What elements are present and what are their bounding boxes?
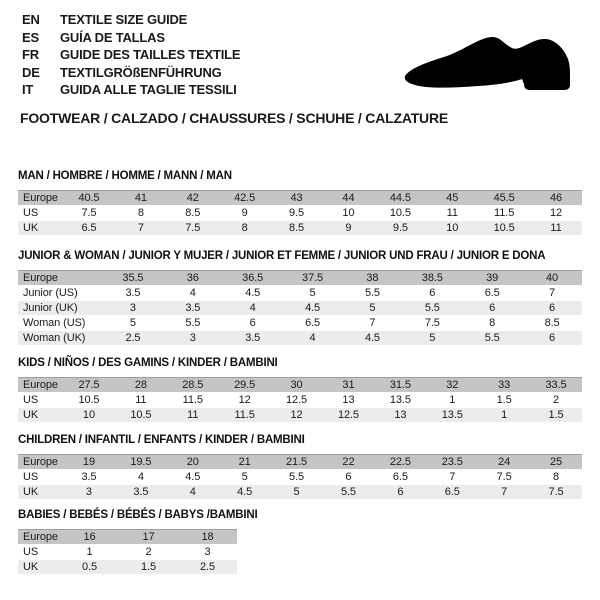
- size-value: 7: [449, 471, 456, 483]
- size-value: 3: [85, 486, 92, 498]
- size-value: 6: [429, 287, 436, 299]
- size-value: 17: [142, 531, 155, 543]
- size-value: 27.5: [78, 379, 100, 391]
- language-label: GUIDE DES TAILLES TEXTILE: [60, 47, 241, 63]
- size-value: 20: [186, 456, 199, 468]
- size-value: 36.5: [242, 272, 264, 284]
- size-value: 4.5: [245, 287, 261, 299]
- language-row-it: [22, 81, 240, 99]
- section-title: KIDS / NIÑOS / DES GAMINS / KINDER / BAMBINI: [18, 357, 278, 369]
- size-value: 12: [550, 207, 563, 219]
- size-value: 4: [137, 471, 144, 483]
- size-value: 5: [309, 287, 316, 299]
- table-header-row: [18, 270, 582, 285]
- size-value: 45: [446, 192, 459, 204]
- size-value: 6.5: [305, 317, 321, 329]
- size-value: 21: [238, 456, 251, 468]
- size-value: 10.5: [389, 207, 411, 219]
- section-junior-woman: [18, 250, 582, 346]
- size-value: 4: [189, 287, 196, 299]
- size-value: 3: [204, 546, 211, 558]
- language-code: FR: [22, 47, 39, 63]
- language-label: TEXTILGRÖßENFÜHRUNG: [60, 64, 222, 80]
- section-babies: [18, 509, 582, 575]
- row-label: UK: [23, 486, 39, 498]
- size-value: 5.5: [185, 317, 201, 329]
- size-value: 8: [241, 222, 248, 234]
- size-value: 5.5: [289, 471, 305, 483]
- table-row: [18, 316, 582, 330]
- table-header-row: [18, 377, 582, 392]
- table-row: [18, 485, 582, 499]
- table-row: [18, 470, 582, 484]
- size-value: 8.5: [544, 317, 560, 329]
- size-value: 10.5: [493, 222, 515, 234]
- language-row-es: [22, 29, 240, 47]
- size-value: 38.5: [421, 272, 443, 284]
- size-value: 8.5: [185, 207, 201, 219]
- row-label: US: [23, 471, 39, 483]
- size-value: 4.5: [185, 471, 201, 483]
- section-children: [18, 434, 582, 500]
- size-value: 9: [345, 222, 352, 234]
- size-value: 6.5: [484, 287, 500, 299]
- size-value: 3: [129, 302, 136, 314]
- row-label: UK: [23, 222, 39, 234]
- language-row-de: [22, 64, 240, 82]
- size-value: 16: [83, 531, 96, 543]
- language-code: EN: [22, 12, 40, 28]
- category-title: FOOTWEAR / CALZADO / CHAUSSURES / SCHUHE / CALZATURE: [20, 110, 449, 126]
- size-value: 45.5: [493, 192, 515, 204]
- table-row: [18, 331, 582, 345]
- row-label: Woman (UK): [23, 332, 86, 344]
- size-value: 7.5: [185, 222, 201, 234]
- size-value: 5: [129, 317, 136, 329]
- size-value: 4.5: [237, 486, 253, 498]
- size-value: 29.5: [234, 379, 256, 391]
- row-label: Europe: [23, 272, 58, 284]
- size-value: 3.5: [81, 471, 97, 483]
- size-value: 11.5: [182, 394, 203, 406]
- size-value: 31: [342, 379, 355, 391]
- size-value: 5: [241, 471, 248, 483]
- size-table-babies: [18, 529, 237, 574]
- size-value: 32: [446, 379, 459, 391]
- table-row: [18, 560, 237, 574]
- size-value: 3.5: [245, 332, 261, 344]
- size-value: 2.5: [125, 332, 141, 344]
- size-value: 28.5: [182, 379, 204, 391]
- size-value: 12: [238, 394, 251, 406]
- size-value: 5.5: [364, 287, 380, 299]
- size-value: 1.5: [548, 409, 564, 421]
- table-row: [18, 206, 582, 220]
- size-value: 8: [553, 471, 560, 483]
- row-label: Woman (US): [23, 317, 86, 329]
- size-value: 10.5: [78, 394, 100, 406]
- row-label: Europe: [23, 379, 58, 391]
- size-value: 25: [550, 456, 563, 468]
- size-value: 7.5: [424, 317, 440, 329]
- size-value: 9: [241, 207, 248, 219]
- size-value: 7: [501, 486, 508, 498]
- size-value: 24: [498, 456, 511, 468]
- size-value: 3.5: [133, 486, 149, 498]
- table-row: [18, 545, 237, 559]
- size-table-junior-woman: [18, 270, 582, 345]
- section-title: MAN / HOMBRE / HOMME / MANN / MAN: [18, 170, 232, 182]
- size-value: 9.5: [392, 222, 408, 234]
- size-value: 10: [342, 207, 355, 219]
- size-value: 23.5: [441, 456, 463, 468]
- section-title: JUNIOR & WOMAN / JUNIOR Y MUJER / JUNIOR ET FEMME / JUNIOR UND FRAU / JUNIOR E DONA: [18, 250, 546, 262]
- size-value: 22: [342, 456, 355, 468]
- size-value: 13: [394, 409, 407, 421]
- size-value: 6: [549, 332, 556, 344]
- row-label: Europe: [23, 531, 58, 543]
- size-value: 43: [290, 192, 303, 204]
- size-value: 6: [397, 486, 404, 498]
- size-value: 5: [429, 332, 436, 344]
- size-value: 8: [137, 207, 144, 219]
- size-value: 28: [134, 379, 147, 391]
- size-value: 13: [342, 394, 355, 406]
- size-value: 6.5: [392, 471, 408, 483]
- size-value: 11: [550, 222, 562, 234]
- language-list: [22, 11, 240, 99]
- size-value: 2.5: [200, 561, 215, 573]
- size-value: 4: [309, 332, 316, 344]
- size-value: 6: [549, 302, 556, 314]
- size-table-kids: [18, 377, 582, 422]
- size-value: 1: [449, 394, 456, 406]
- size-value: 4: [189, 486, 196, 498]
- size-value: 10: [82, 409, 95, 421]
- size-value: 3.5: [125, 287, 141, 299]
- section-man: [18, 170, 582, 236]
- table-row: [18, 393, 582, 407]
- size-value: 42: [186, 192, 199, 204]
- row-label: US: [23, 546, 39, 558]
- size-value: 33: [498, 379, 511, 391]
- row-label: Europe: [23, 456, 58, 468]
- size-value: 5: [293, 486, 300, 498]
- size-value: 42.5: [234, 192, 256, 204]
- size-value: 6.5: [81, 222, 97, 234]
- section-title: CHILDREN / INFANTIL / ENFANTS / KINDER / BAMBINI: [18, 434, 305, 446]
- size-value: 5.5: [340, 486, 356, 498]
- language-code: IT: [22, 82, 34, 98]
- size-value: 46: [550, 192, 563, 204]
- size-value: 12.5: [337, 409, 359, 421]
- row-label: Junior (UK): [23, 302, 78, 314]
- size-value: 7: [369, 317, 376, 329]
- size-value: 7.5: [496, 471, 512, 483]
- row-label: UK: [23, 561, 39, 573]
- size-value: 7: [549, 287, 556, 299]
- table-row: [18, 286, 582, 300]
- size-table-children: [18, 454, 582, 499]
- size-value: 31.5: [389, 379, 411, 391]
- size-value: 35.5: [122, 272, 144, 284]
- size-value: 8.5: [289, 222, 305, 234]
- size-value: 4: [249, 302, 256, 314]
- size-value: 4.5: [364, 332, 380, 344]
- size-value: 7.5: [548, 486, 564, 498]
- size-value: 9.5: [289, 207, 305, 219]
- size-value: 11: [446, 207, 458, 219]
- size-value: 44.5: [389, 192, 411, 204]
- row-label: UK: [23, 409, 39, 421]
- size-value: 1.5: [496, 394, 512, 406]
- size-value: 5.5: [484, 332, 500, 344]
- language-label: GUIDA ALLE TAGLIE TESSILI: [60, 82, 237, 98]
- table-row: [18, 221, 582, 235]
- size-value: 10.5: [130, 409, 152, 421]
- size-value: 21.5: [286, 456, 308, 468]
- size-value: 40: [546, 272, 559, 284]
- size-value: 2: [145, 546, 152, 558]
- size-value: 19: [82, 456, 95, 468]
- size-value: 11: [135, 394, 147, 406]
- language-label: GUÍA DE TALLAS: [60, 29, 165, 45]
- row-label: US: [23, 207, 39, 219]
- language-label: TEXTILE SIZE GUIDE: [60, 12, 188, 28]
- table-header-row: [18, 529, 237, 544]
- size-value: 11.5: [234, 409, 255, 421]
- shoe-icon: [402, 35, 570, 93]
- size-value: 1.5: [141, 561, 156, 573]
- size-value: 2: [553, 394, 560, 406]
- size-value: 6: [345, 471, 352, 483]
- size-value: 6: [489, 302, 496, 314]
- size-value: 10: [446, 222, 459, 234]
- size-value: 6: [249, 317, 256, 329]
- row-label: Junior (US): [23, 287, 78, 299]
- size-value: 11.5: [494, 207, 515, 219]
- table-header-row: [18, 190, 582, 205]
- size-value: 3.5: [185, 302, 201, 314]
- size-value: 18: [201, 531, 214, 543]
- table-row: [18, 408, 582, 422]
- size-value: 30: [290, 379, 303, 391]
- size-value: 6.5: [444, 486, 460, 498]
- size-value: 11: [187, 409, 199, 421]
- section-kids: [18, 357, 582, 423]
- language-row-en: [22, 11, 240, 29]
- size-value: 39: [486, 272, 499, 284]
- size-value: 4.5: [305, 302, 321, 314]
- size-value: 8: [489, 317, 496, 329]
- size-value: 41: [134, 192, 147, 204]
- size-value: 3: [189, 332, 196, 344]
- size-value: 1: [86, 546, 93, 558]
- size-value: 7.5: [81, 207, 97, 219]
- language-row-fr: [22, 46, 240, 64]
- size-value: 5: [369, 302, 376, 314]
- size-value: 36: [186, 272, 199, 284]
- language-code: DE: [22, 64, 40, 80]
- size-value: 37.5: [302, 272, 324, 284]
- size-value: 13.5: [441, 409, 463, 421]
- size-value: 12.5: [286, 394, 308, 406]
- size-value: 38: [366, 272, 379, 284]
- row-label: Europe: [23, 192, 58, 204]
- language-code: ES: [22, 29, 39, 45]
- size-value: 40.5: [78, 192, 100, 204]
- size-value: 22.5: [389, 456, 411, 468]
- size-value: 44: [342, 192, 355, 204]
- size-table-man: [18, 190, 582, 235]
- size-value: 33.5: [545, 379, 567, 391]
- size-value: 1: [501, 409, 508, 421]
- section-title: BABIES / BEBÉS / BÉBÉS / BABYS /BAMBINI: [18, 509, 258, 521]
- size-value: 7: [137, 222, 144, 234]
- table-row: [18, 301, 582, 315]
- size-value: 0.5: [82, 561, 97, 573]
- size-value: 19.5: [130, 456, 152, 468]
- size-value: 5.5: [424, 302, 440, 314]
- row-label: US: [23, 394, 39, 406]
- table-header-row: [18, 454, 582, 469]
- size-value: 12: [290, 409, 303, 421]
- size-value: 13.5: [389, 394, 411, 406]
